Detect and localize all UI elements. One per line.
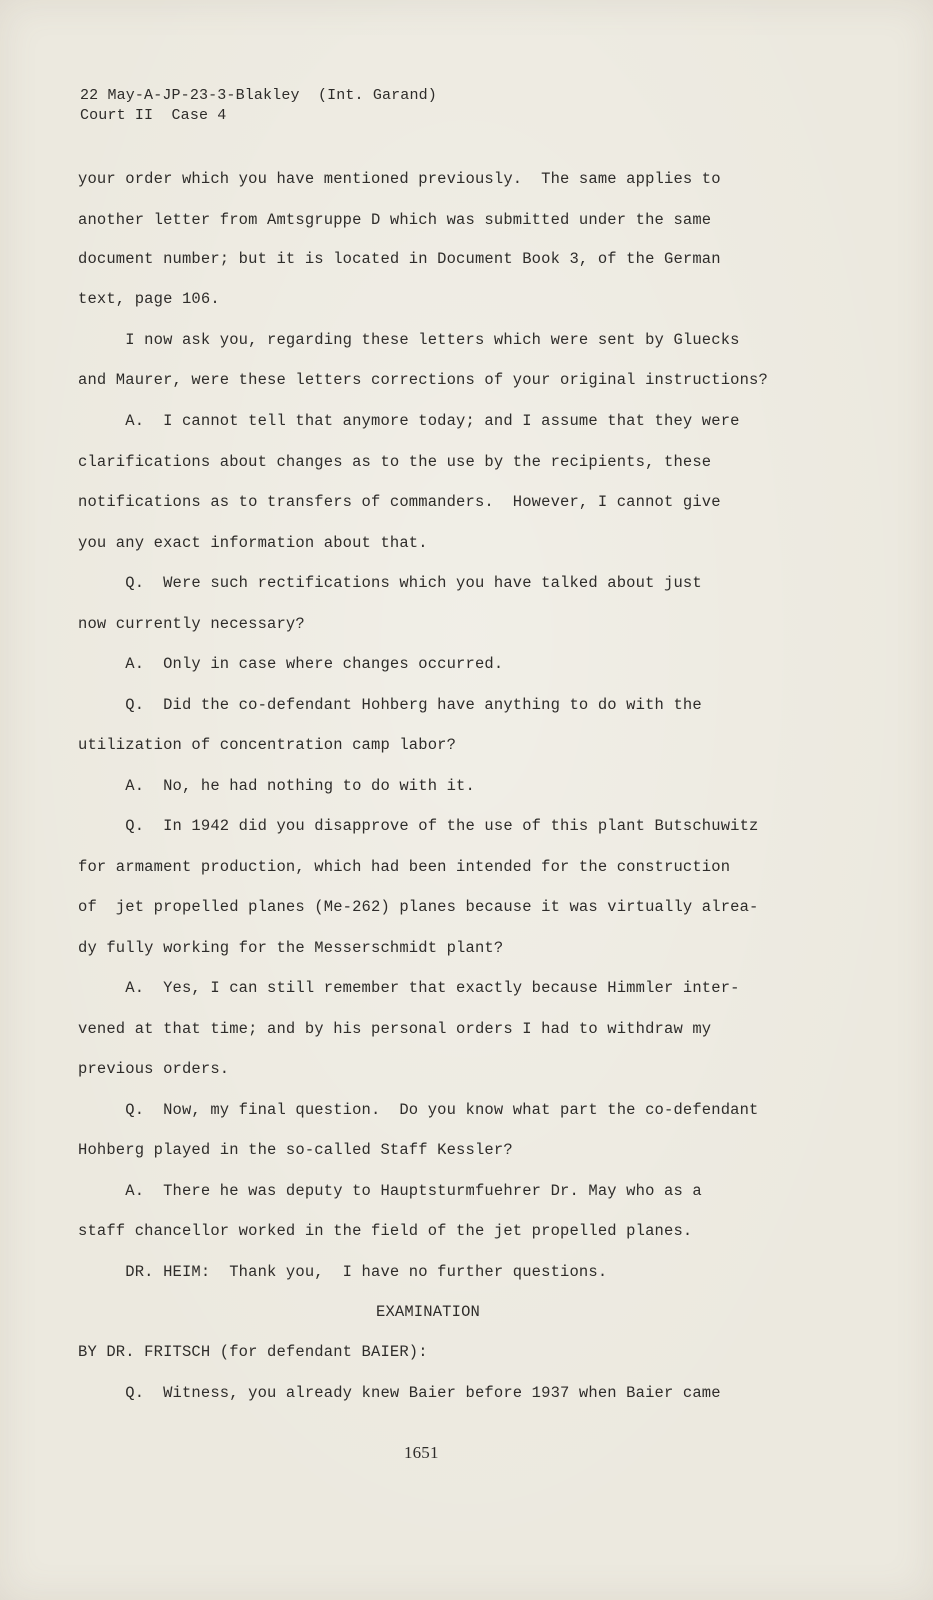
body-line: Q. Were such rectifications which you have talked about just — [78, 574, 702, 592]
body-line: Q. Did the co-defendant Hohberg have anything to do with the — [78, 696, 702, 714]
body-line: A. Yes, I can still remember that exactly because Himmler inter- — [78, 979, 740, 997]
examination-heading: EXAMINATION — [376, 1303, 480, 1321]
body-line: document number; but it is located in Document Book 3, of the German — [78, 250, 721, 268]
body-line: notifications as to transfers of commanders. However, I cannot give — [78, 493, 721, 511]
body-line: for armament production, which had been intended for the construction — [78, 858, 731, 876]
body-line: you any exact information about that. — [78, 534, 428, 552]
body-line: clarifications about changes as to the use by the recipients, these — [78, 453, 712, 471]
header-court-case: Court II Case 4 — [80, 107, 227, 124]
body-line: dy fully working for the Messerschmidt plant? — [78, 939, 504, 957]
body-line: Hohberg played in the so-called Staff Kessler? — [78, 1141, 513, 1159]
header-reference: 22 May-A-JP-23-3-Blakley (Int. Garand) — [80, 87, 437, 104]
body-line: of jet propelled planes (Me-262) planes because it was virtually alrea- — [78, 898, 759, 916]
body-line: A. There he was deputy to Hauptsturmfuehrer Dr. May who as a — [78, 1182, 702, 1200]
body-line: DR. HEIM: Thank you, I have no further questions. — [78, 1263, 608, 1281]
body-line: A. I cannot tell that anymore today; and I assume that they were — [78, 412, 740, 430]
body-line: Q. Witness, you already knew Baier before 1937 when Baier came — [78, 1384, 721, 1402]
body-line: Q. In 1942 did you disapprove of the use of this plant Butschuwitz — [78, 817, 759, 835]
body-line: A. No, he had nothing to do with it. — [78, 777, 475, 795]
body-line: staff chancellor worked in the field of the jet propelled planes. — [78, 1222, 693, 1240]
body-line: your order which you have mentioned previously. The same applies to — [78, 170, 721, 188]
body-line: I now ask you, regarding these letters which were sent by Gluecks — [78, 331, 740, 349]
page-number: 1651 — [404, 1443, 439, 1462]
body-line: now currently necessary? — [78, 615, 305, 633]
body-line: previous orders. — [78, 1060, 230, 1078]
body-line: and Maurer, were these letters corrections of your original instructions? — [78, 371, 768, 389]
examiner-line: BY DR. FRITSCH (for defendant BAIER): — [78, 1343, 428, 1361]
body-line: Q. Now, my final question. Do you know what part the co-defendant — [78, 1101, 759, 1119]
body-line: another letter from Amtsgruppe D which was submitted under the same — [78, 211, 712, 229]
body-line: vened at that time; and by his personal orders I had to withdraw my — [78, 1020, 712, 1038]
body-line: text, page 106. — [78, 290, 220, 308]
body-line: A. Only in case where changes occurred. — [78, 655, 504, 673]
body-line: utilization of concentration camp labor? — [78, 736, 457, 754]
